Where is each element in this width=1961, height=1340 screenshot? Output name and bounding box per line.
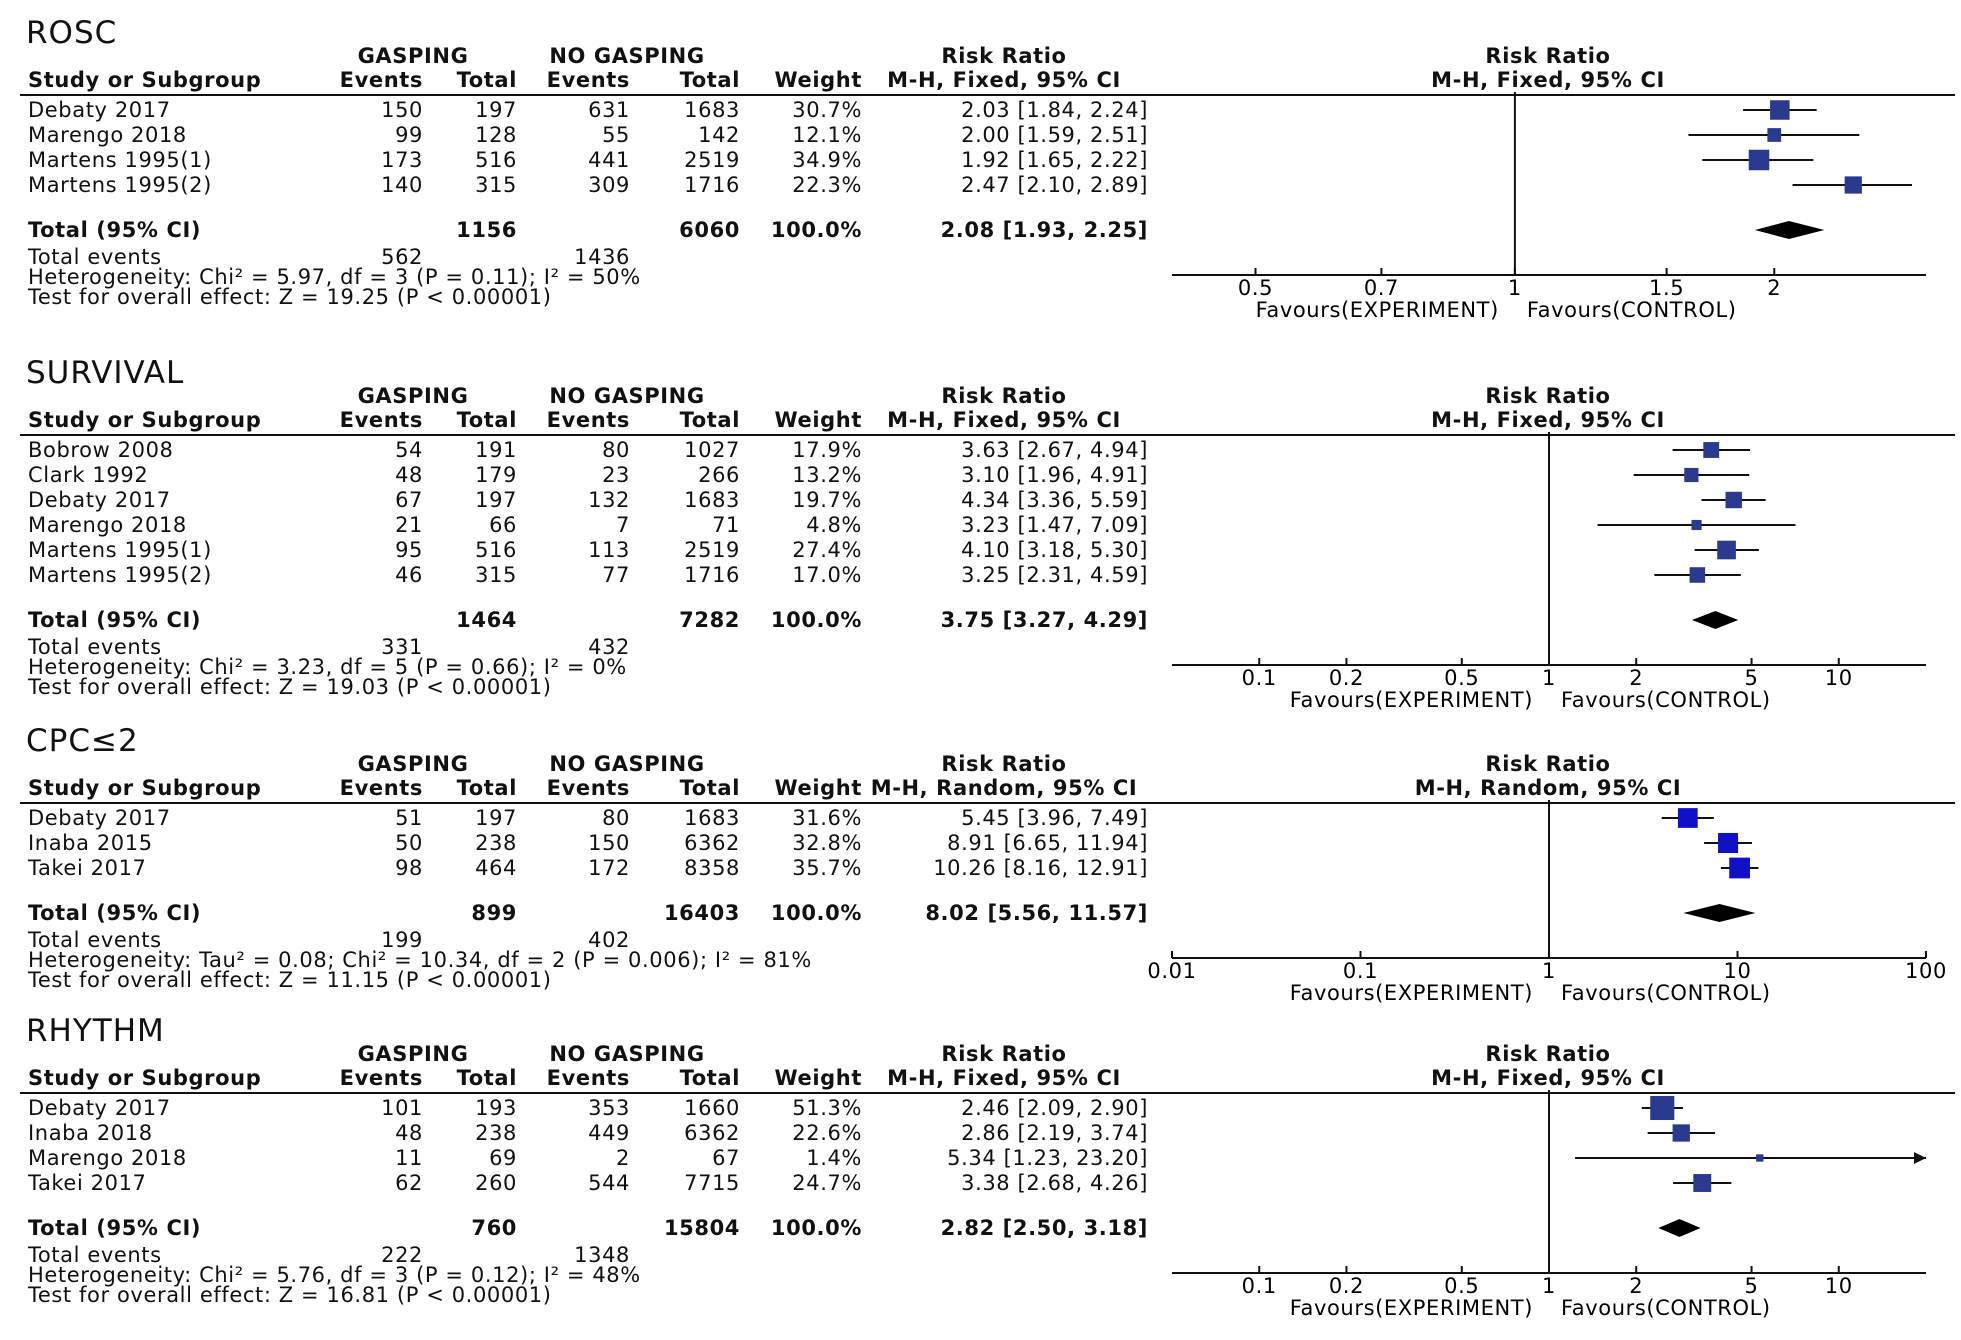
weight: 34.9% (792, 148, 862, 172)
study-name: Bobrow 2008 (28, 438, 174, 462)
total-exp: 191 (475, 438, 517, 462)
weight: 4.8% (806, 513, 862, 537)
risk-ratio-ci: 3.25 [2.31, 4.59] (961, 563, 1148, 587)
total-label: Total (95% CI) (28, 901, 202, 925)
risk-ratio-ci: 5.34 [1.23, 23.20] (947, 1146, 1148, 1170)
study-point-estimate (1673, 1124, 1690, 1141)
weight: 19.7% (792, 488, 862, 512)
total-ctl: 6362 (684, 1121, 740, 1145)
plot-column-title: Risk Ratio (1485, 384, 1611, 408)
total-exp-sum: 899 (471, 901, 517, 925)
total-exp-sum: 1156 (456, 218, 517, 242)
group-experiment-label: GASPING (357, 44, 469, 68)
col-study: Study or Subgroup (28, 68, 262, 92)
weight: 27.4% (792, 538, 862, 562)
total-ctl-sum: 16403 (663, 901, 740, 925)
risk-ratio-ci: 8.91 [6.65, 11.94] (947, 831, 1148, 855)
total-ctl-sum: 15804 (663, 1216, 740, 1240)
study-point-estimate (1693, 1174, 1711, 1192)
events-exp: 99 (395, 123, 423, 147)
x-tick-label: 0.2 (1328, 1274, 1365, 1298)
study-point-estimate (1767, 128, 1781, 142)
total-ctl: 6362 (684, 831, 740, 855)
total-events-exp: 199 (381, 928, 423, 952)
total-exp: 69 (489, 1146, 517, 1170)
col-weight: Weight (774, 68, 862, 92)
events-exp: 98 (395, 856, 423, 880)
panel-title: SURVIVAL (26, 355, 185, 391)
group-control-label: NO GASPING (549, 384, 705, 408)
ci-overflow-arrow (1914, 1152, 1926, 1164)
group-experiment-label: GASPING (357, 384, 469, 408)
total-events-exp: 562 (381, 245, 423, 269)
col-total-ctl: Total (679, 68, 740, 92)
rr-column-title: Risk Ratio (941, 44, 1067, 68)
total-ctl: 142 (698, 123, 740, 147)
events-ctl: 55 (602, 123, 630, 147)
total-exp: 260 (475, 1171, 517, 1195)
study-name: Takei 2017 (28, 1171, 147, 1195)
col-plot-method: M-H, Fixed, 95% CI (1431, 68, 1665, 92)
total-ctl: 2519 (684, 148, 740, 172)
total-ctl: 67 (712, 1146, 740, 1170)
events-exp: 54 (395, 438, 423, 462)
total-label: Total (95% CI) (28, 218, 202, 242)
overall-effect-test: Test for overall effect: Z = 16.81 (P < 0.00001) (28, 1283, 552, 1307)
x-tick-label: 0.5 (1444, 666, 1480, 690)
total-exp: 516 (475, 148, 517, 172)
events-ctl: 113 (588, 538, 630, 562)
events-exp: 140 (381, 173, 423, 197)
study-point-estimate (1691, 520, 1701, 530)
overall-effect-test: Test for overall effect: Z = 11.15 (P < 0.00001) (28, 968, 552, 992)
weight: 17.0% (792, 563, 862, 587)
events-exp: 51 (395, 806, 423, 830)
pooled-estimate-diamond (1692, 611, 1738, 629)
group-control-label: NO GASPING (549, 1042, 705, 1066)
rr-column-title: Risk Ratio (941, 384, 1067, 408)
favours-experiment-label: Favours(EXPERIMENT) (1289, 981, 1533, 1005)
favours-control-label: Favours(CONTROL) (1561, 1296, 1771, 1320)
x-tick-label: 2 (1629, 666, 1644, 690)
events-ctl: 150 (588, 831, 630, 855)
total-exp: 464 (475, 856, 517, 880)
total-ctl: 7715 (684, 1171, 740, 1195)
col-total-exp: Total (456, 1066, 517, 1090)
col-events-ctl: Events (546, 776, 630, 800)
total-weight: 100.0% (770, 608, 862, 632)
overall-effect-test: Test for overall effect: Z = 19.25 (P < 0.00001) (28, 285, 552, 309)
events-exp: 62 (395, 1171, 423, 1195)
total-ctl-sum: 7282 (679, 608, 740, 632)
x-tick-label: 1 (1542, 666, 1556, 690)
events-ctl: 631 (588, 98, 630, 122)
weight: 22.3% (792, 173, 862, 197)
study-point-estimate (1718, 833, 1738, 853)
total-risk-ratio: 2.82 [2.50, 3.18] (940, 1216, 1148, 1240)
total-exp: 197 (475, 488, 517, 512)
total-ctl: 2519 (684, 538, 740, 562)
x-tick-label: 0.2 (1328, 666, 1365, 690)
study-point-estimate (1650, 1096, 1674, 1120)
study-name: Inaba 2018 (28, 1121, 153, 1145)
favours-control-label: Favours(CONTROL) (1561, 688, 1771, 712)
events-exp: 48 (395, 463, 423, 487)
study-point-estimate (1703, 442, 1719, 458)
forest-panel-0 (0, 12, 1961, 342)
study-name: Martens 1995(1) (28, 148, 212, 172)
total-exp: 197 (475, 98, 517, 122)
events-ctl: 2 (616, 1146, 630, 1170)
col-rr-method: M-H, Random, 95% CI (870, 776, 1138, 800)
study-name: Debaty 2017 (28, 1096, 171, 1120)
total-events-ctl: 402 (588, 928, 630, 952)
total-exp: 315 (475, 173, 517, 197)
study-point-estimate (1684, 468, 1698, 482)
panel-title: ROSC (26, 15, 118, 51)
total-ctl: 1683 (684, 806, 740, 830)
events-exp: 50 (395, 831, 423, 855)
events-exp: 21 (395, 513, 423, 537)
weight: 51.3% (792, 1096, 862, 1120)
x-tick-label: 1 (1542, 959, 1556, 983)
total-exp-sum: 760 (471, 1216, 517, 1240)
col-total-exp: Total (456, 68, 517, 92)
weight: 24.7% (792, 1171, 862, 1195)
total-label: Total (95% CI) (28, 608, 202, 632)
favours-control-label: Favours(CONTROL) (1561, 981, 1771, 1005)
total-risk-ratio: 8.02 [5.56, 11.57] (925, 901, 1148, 925)
events-exp: 101 (381, 1096, 423, 1120)
heterogeneity-stats: Heterogeneity: Tau² = 0.08; Chi² = 10.34, df = 2 (P = 0.006); I² = 81% (28, 948, 812, 972)
total-exp: 197 (475, 806, 517, 830)
x-tick-label: 5 (1744, 666, 1759, 690)
study-name: Debaty 2017 (28, 488, 171, 512)
col-weight: Weight (774, 1066, 862, 1090)
total-risk-ratio: 2.08 [1.93, 2.25] (940, 218, 1148, 242)
plot-column-title: Risk Ratio (1485, 752, 1611, 776)
total-ctl: 8358 (684, 856, 740, 880)
study-name: Martens 1995(1) (28, 538, 212, 562)
total-exp: 516 (475, 538, 517, 562)
risk-ratio-ci: 4.34 [3.36, 5.59] (961, 488, 1148, 512)
x-tick-label: 1 (1507, 276, 1522, 300)
study-name: Clark 1992 (28, 463, 149, 487)
events-ctl: 80 (602, 806, 630, 830)
favours-experiment-label: Favours(EXPERIMENT) (1255, 298, 1499, 322)
total-exp: 315 (475, 563, 517, 587)
total-weight: 100.0% (770, 901, 862, 925)
weight: 30.7% (792, 98, 862, 122)
study-point-estimate (1770, 100, 1790, 120)
rr-column-title: Risk Ratio (941, 752, 1067, 776)
weight: 17.9% (792, 438, 862, 462)
study-name: Martens 1995(2) (28, 563, 212, 587)
risk-ratio-ci: 2.03 [1.84, 2.24] (961, 98, 1148, 122)
x-tick-label: 10 (1723, 959, 1752, 983)
total-events-label: Total events (28, 928, 162, 952)
events-ctl: 80 (602, 438, 630, 462)
group-experiment-label: GASPING (357, 752, 469, 776)
total-exp: 238 (475, 831, 517, 855)
col-plot-method: M-H, Fixed, 95% CI (1431, 1066, 1665, 1090)
favours-control-label: Favours(CONTROL) (1526, 298, 1737, 322)
x-tick-label: 0.01 (1147, 959, 1197, 983)
risk-ratio-ci: 1.92 [1.65, 2.22] (961, 148, 1148, 172)
x-tick-label: 0.1 (1241, 1274, 1277, 1298)
pooled-estimate-diamond (1683, 904, 1755, 922)
heterogeneity-stats: Heterogeneity: Chi² = 3.23, df = 5 (P = 0.66); I² = 0% (28, 655, 627, 679)
study-point-estimate (1690, 567, 1706, 583)
favours-experiment-label: Favours(EXPERIMENT) (1289, 688, 1533, 712)
total-events-label: Total events (28, 245, 162, 269)
study-point-estimate (1717, 541, 1736, 560)
weight: 13.2% (792, 463, 862, 487)
x-tick-label: 100 (1905, 959, 1947, 983)
x-tick-label: 1.5 (1649, 276, 1685, 300)
x-tick-label: 2 (1767, 276, 1782, 300)
col-events-exp: Events (339, 408, 423, 432)
col-plot-method: M-H, Random, 95% CI (1414, 776, 1682, 800)
col-events-ctl: Events (546, 408, 630, 432)
col-rr-method: M-H, Fixed, 95% CI (887, 68, 1121, 92)
col-total-ctl: Total (679, 1066, 740, 1090)
total-events-label: Total events (28, 1243, 162, 1267)
col-events-ctl: Events (546, 68, 630, 92)
study-point-estimate (1678, 808, 1698, 828)
panel-title: CPC≤2 (26, 723, 139, 759)
heterogeneity-stats: Heterogeneity: Chi² = 5.97, df = 3 (P = 0.11); I² = 50% (28, 265, 641, 289)
risk-ratio-ci: 5.45 [3.96, 7.49] (961, 806, 1148, 830)
x-tick-label: 10 (1824, 666, 1853, 690)
risk-ratio-ci: 2.46 [2.09, 2.90] (961, 1096, 1148, 1120)
risk-ratio-ci: 4.10 [3.18, 5.30] (961, 538, 1148, 562)
total-risk-ratio: 3.75 [3.27, 4.29] (940, 608, 1148, 632)
col-study: Study or Subgroup (28, 1066, 262, 1090)
events-ctl: 77 (602, 563, 630, 587)
x-tick-label: 5 (1744, 1274, 1759, 1298)
total-ctl: 1716 (684, 173, 740, 197)
total-ctl: 1660 (684, 1096, 740, 1120)
risk-ratio-ci: 3.63 [2.67, 4.94] (961, 438, 1148, 462)
x-tick-label: 0.7 (1363, 276, 1400, 300)
col-rr-method: M-H, Fixed, 95% CI (887, 1066, 1121, 1090)
risk-ratio-ci: 2.86 [2.19, 3.74] (961, 1121, 1148, 1145)
total-events-ctl: 432 (588, 635, 630, 659)
total-ctl: 1683 (684, 488, 740, 512)
events-ctl: 441 (588, 148, 630, 172)
total-exp: 193 (475, 1096, 517, 1120)
weight: 31.6% (792, 806, 862, 830)
group-control-label: NO GASPING (549, 44, 705, 68)
plot-column-title: Risk Ratio (1485, 44, 1611, 68)
study-point-estimate (1756, 1154, 1763, 1161)
total-exp: 128 (475, 123, 517, 147)
study-name: Marengo 2018 (28, 123, 187, 147)
study-name: Debaty 2017 (28, 98, 171, 122)
total-ctl: 1716 (684, 563, 740, 587)
events-ctl: 172 (588, 856, 630, 880)
weight: 32.8% (792, 831, 862, 855)
total-ctl: 1683 (684, 98, 740, 122)
total-ctl: 266 (698, 463, 740, 487)
group-experiment-label: GASPING (357, 1042, 469, 1066)
study-point-estimate (1749, 150, 1770, 171)
risk-ratio-ci: 10.26 [8.16, 12.91] (933, 856, 1148, 880)
events-exp: 95 (395, 538, 423, 562)
study-name: Inaba 2015 (28, 831, 153, 855)
events-exp: 11 (395, 1146, 423, 1170)
events-ctl: 544 (588, 1171, 630, 1195)
weight: 35.7% (792, 856, 862, 880)
study-name: Takei 2017 (28, 856, 147, 880)
study-name: Marengo 2018 (28, 513, 187, 537)
col-events-exp: Events (339, 776, 423, 800)
col-rr-method: M-H, Fixed, 95% CI (887, 408, 1121, 432)
total-exp: 66 (489, 513, 517, 537)
total-exp-sum: 1464 (456, 608, 517, 632)
rr-column-title: Risk Ratio (941, 1042, 1067, 1066)
col-plot-method: M-H, Fixed, 95% CI (1431, 408, 1665, 432)
total-exp: 179 (475, 463, 517, 487)
events-ctl: 132 (588, 488, 630, 512)
events-exp: 173 (381, 148, 423, 172)
x-tick-label: 0.1 (1342, 959, 1379, 983)
study-point-estimate (1729, 858, 1750, 879)
events-ctl: 23 (602, 463, 630, 487)
events-ctl: 353 (588, 1096, 630, 1120)
total-events-ctl: 1436 (574, 245, 630, 269)
total-ctl-sum: 6060 (679, 218, 740, 242)
total-label: Total (95% CI) (28, 1216, 202, 1240)
forest-panel-3 (0, 1010, 1961, 1340)
risk-ratio-ci: 2.00 [1.59, 2.51] (961, 123, 1148, 147)
group-control-label: NO GASPING (549, 752, 705, 776)
risk-ratio-ci: 2.47 [2.10, 2.89] (961, 173, 1148, 197)
total-weight: 100.0% (770, 218, 862, 242)
heterogeneity-stats: Heterogeneity: Chi² = 5.76, df = 3 (P = 0.12); I² = 48% (28, 1263, 641, 1287)
x-tick-label: 1 (1542, 1274, 1556, 1298)
risk-ratio-ci: 3.23 [1.47, 7.09] (961, 513, 1148, 537)
events-exp: 150 (381, 98, 423, 122)
study-name: Debaty 2017 (28, 806, 171, 830)
total-exp: 238 (475, 1121, 517, 1145)
col-study: Study or Subgroup (28, 776, 262, 800)
events-ctl: 7 (616, 513, 630, 537)
risk-ratio-ci: 3.10 [1.96, 4.91] (961, 463, 1148, 487)
risk-ratio-ci: 3.38 [2.68, 4.26] (961, 1171, 1148, 1195)
plot-column-title: Risk Ratio (1485, 1042, 1611, 1066)
pooled-estimate-diamond (1755, 221, 1824, 239)
study-name: Martens 1995(2) (28, 173, 212, 197)
events-exp: 67 (395, 488, 423, 512)
col-total-ctl: Total (679, 776, 740, 800)
col-total-exp: Total (456, 776, 517, 800)
overall-effect-test: Test for overall effect: Z = 19.03 (P < 0.00001) (28, 675, 552, 699)
events-exp: 48 (395, 1121, 423, 1145)
col-total-ctl: Total (679, 408, 740, 432)
col-weight: Weight (774, 408, 862, 432)
x-tick-label: 0.5 (1444, 1274, 1480, 1298)
weight: 1.4% (806, 1146, 862, 1170)
total-ctl: 71 (712, 513, 740, 537)
weight: 12.1% (792, 123, 862, 147)
study-point-estimate (1726, 492, 1742, 508)
x-tick-label: 2 (1629, 1274, 1644, 1298)
total-events-exp: 222 (381, 1243, 423, 1267)
weight: 22.6% (792, 1121, 862, 1145)
col-weight: Weight (774, 776, 862, 800)
x-tick-label: 0.1 (1241, 666, 1277, 690)
x-tick-label: 10 (1824, 1274, 1853, 1298)
total-events-exp: 331 (381, 635, 423, 659)
study-point-estimate (1845, 176, 1862, 193)
col-study: Study or Subgroup (28, 408, 262, 432)
col-events-ctl: Events (546, 1066, 630, 1090)
events-ctl: 309 (588, 173, 630, 197)
pooled-estimate-diamond (1658, 1219, 1700, 1237)
panel-title: RHYTHM (26, 1013, 165, 1049)
events-exp: 46 (395, 563, 423, 587)
total-ctl: 1027 (684, 438, 740, 462)
total-weight: 100.0% (770, 1216, 862, 1240)
col-events-exp: Events (339, 68, 423, 92)
col-total-exp: Total (456, 408, 517, 432)
total-events-label: Total events (28, 635, 162, 659)
favours-experiment-label: Favours(EXPERIMENT) (1289, 1296, 1533, 1320)
events-ctl: 449 (588, 1121, 630, 1145)
col-events-exp: Events (339, 1066, 423, 1090)
study-name: Marengo 2018 (28, 1146, 187, 1170)
forest-panel-2 (0, 720, 1961, 1050)
total-events-ctl: 1348 (574, 1243, 630, 1267)
forest-panel-1 (0, 352, 1961, 712)
x-tick-label: 0.5 (1237, 276, 1274, 300)
